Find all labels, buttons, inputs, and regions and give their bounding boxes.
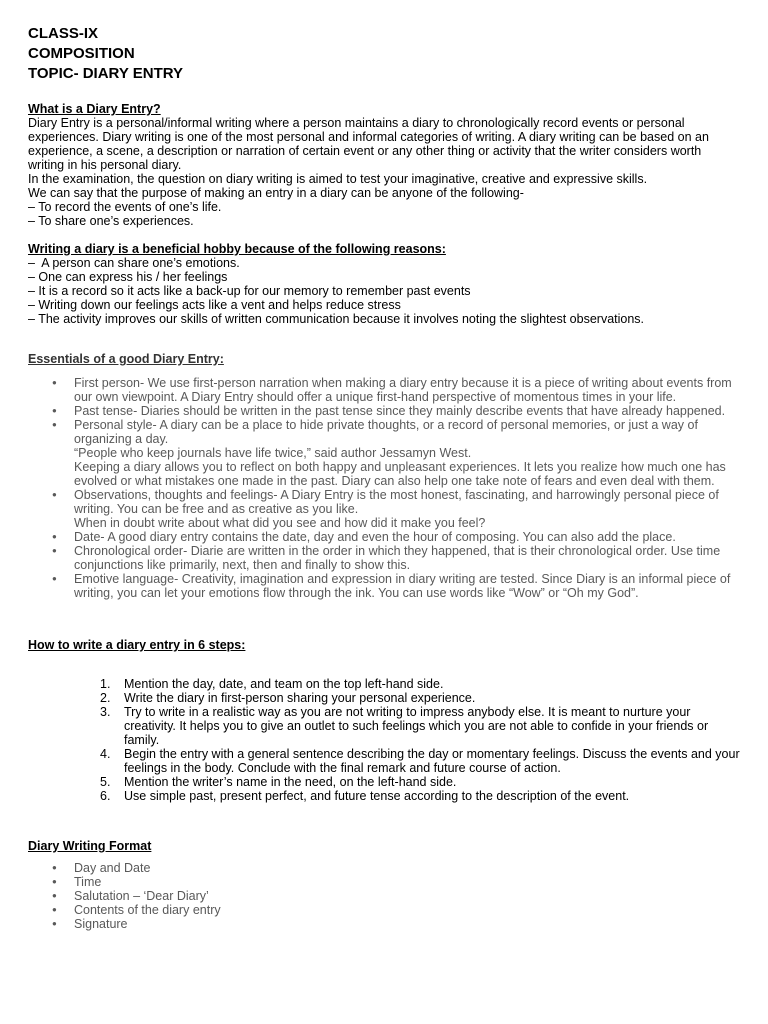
format-heading: Diary Writing Format — [28, 839, 152, 853]
step-item: 1. Mention the day, date, and team on the top left-hand side. — [100, 677, 444, 691]
format-item: ● Day and Date — [28, 861, 740, 875]
essential-item: ● First person- We use first-person narration when making a diary entry because it is a piece of writing about events from our own viewpoint. A Diary Entry should offer a unique first-hand perspective of momentous times in your life. — [28, 376, 740, 404]
steps-section — [28, 638, 740, 803]
what-is-para-2: In the examination, the question on diary writing is aimed to test your imaginative, creative and expressive skills. — [28, 172, 648, 186]
benefits-section — [28, 242, 740, 326]
essentials-list — [28, 376, 740, 600]
step-item: 6. Use simple past, present perfect, and future tense according to the description of the event. — [100, 789, 630, 803]
essential-item: ● Chronological order- Diarie are written in the order in which they happened, that is their chronological order. Use time conjunctions like primarily, next, then and finally to show this. — [28, 544, 740, 572]
format-item: ● Time — [28, 875, 740, 889]
format-list — [28, 861, 740, 931]
format-section — [28, 839, 740, 931]
benefit-item: – Writing down our feelings acts like a vent and helps reduce stress — [28, 298, 401, 312]
essential-item: ● Emotive language- Creativity, imagination and expression in diary writing are tested. Since Diary is an informal piece of writing, you can let your emotions flow through the ink. You can use words like “Wow” or “Oh my God”. — [28, 572, 740, 600]
personal-quote: “People who keep journals have life twice,” said author Jessamyn West. — [74, 446, 472, 460]
what-is-para-3: We can say that the purpose of making an entry in a diary can be anyone of the following- — [28, 186, 524, 200]
step-item: 4. Begin the entry with a general sentence describing the day or momentary feelings. Discuss the events and your feelings in the body. Conclude with the final remark and future course of action. — [100, 747, 740, 775]
step-item: 5. Mention the writer’s name in the need, on the left-hand side. — [100, 775, 457, 789]
essentials-heading: Essentials of a good Diary Entry: — [28, 352, 224, 366]
class-title: CLASS-IX — [28, 25, 99, 42]
benefit-item: – A person can share one’s emotions. — [28, 256, 240, 270]
format-item: ● Contents of the diary entry — [28, 903, 740, 917]
steps-list — [28, 677, 740, 803]
essential-item: ● Date- A good diary entry contains the date, day and even the hour of composing. You can also add the place. — [28, 530, 740, 544]
benefit-item: – One can express his / her feelings — [28, 270, 228, 284]
document-page — [28, 24, 740, 931]
step-item: 3. Try to write in a realistic way as you are not writing to impress anybody else. It is meant to nurture your creativity. It helps you to give an outlet to such feelings which you are not able to confide in your friends or family. — [100, 705, 709, 747]
what-is-heading: What is a Diary Entry? — [28, 102, 161, 116]
topic-title: TOPIC- DIARY ENTRY — [28, 65, 184, 82]
benefit-item: – The activity improves our skills of written communication because it involves noting the slightest observations. — [28, 312, 645, 326]
what-is-para-1: Diary Entry is a personal/informal writing where a person maintains a diary to chronologically record events or personal experiences. Diary writing is one of the most personal and informal categories of writing. A diary writing can be based on an experience, a scene, a description or narration of certain event or any other thing or activity that the writer considers worth writing in his personal diary. — [28, 116, 709, 172]
essential-item: ● Past tense- Diaries should be written in the past tense since they mainly describe events that have already happened. — [28, 404, 740, 418]
observations-extra: When in doubt write about what did you see and how did it make you feel? — [74, 516, 486, 530]
benefit-item: – It is a record so it acts like a back-up for our memory to remember past events — [28, 284, 471, 298]
purpose-item: – To record the events of one’s life. — [28, 200, 222, 214]
purpose-item: – To share one’s experiences. — [28, 214, 194, 228]
format-item: ● Salutation – ‘Dear Diary’ — [28, 889, 740, 903]
essential-item: ● Observations, thoughts and feelings- A Diary Entry is the most honest, fascinating, and harrowingly personal piece of writing. You can be free and as creative as you like. When in doubt write about what did you see and how did it make you feel? — [28, 488, 740, 530]
steps-heading: How to write a diary entry in 6 steps: — [28, 638, 246, 652]
what-is-section — [28, 102, 740, 228]
format-item: ● Signature — [28, 917, 740, 931]
essential-item: ● Personal style- A diary can be a place to hide private thoughts, or a record of personal memories, or just a way of organizing a day. “People who keep journals have life twice,” said author Jessamyn West. Keeping a diary allows you to reflect on both happy and unpleasant experiences. It lets you realize how much one has evolved or what mistakes one made in the past. Diary can also help one take note of fears and even deal with them. — [28, 418, 740, 488]
essentials-section — [28, 352, 740, 600]
document-header — [28, 24, 740, 84]
subject-title: COMPOSITION — [28, 45, 135, 62]
personal-extra: Keeping a diary allows you to reflect on both happy and unpleasant experiences. It lets you realize how much one has evolved or what mistakes one made in the past. Diary can also help one take note of fears and even deal with them. — [74, 460, 726, 488]
benefits-heading: Writing a diary is a beneficial hobby because of the following reasons: — [28, 242, 446, 256]
step-item: 2. Write the diary in first-person sharing your personal experience. — [100, 691, 476, 705]
